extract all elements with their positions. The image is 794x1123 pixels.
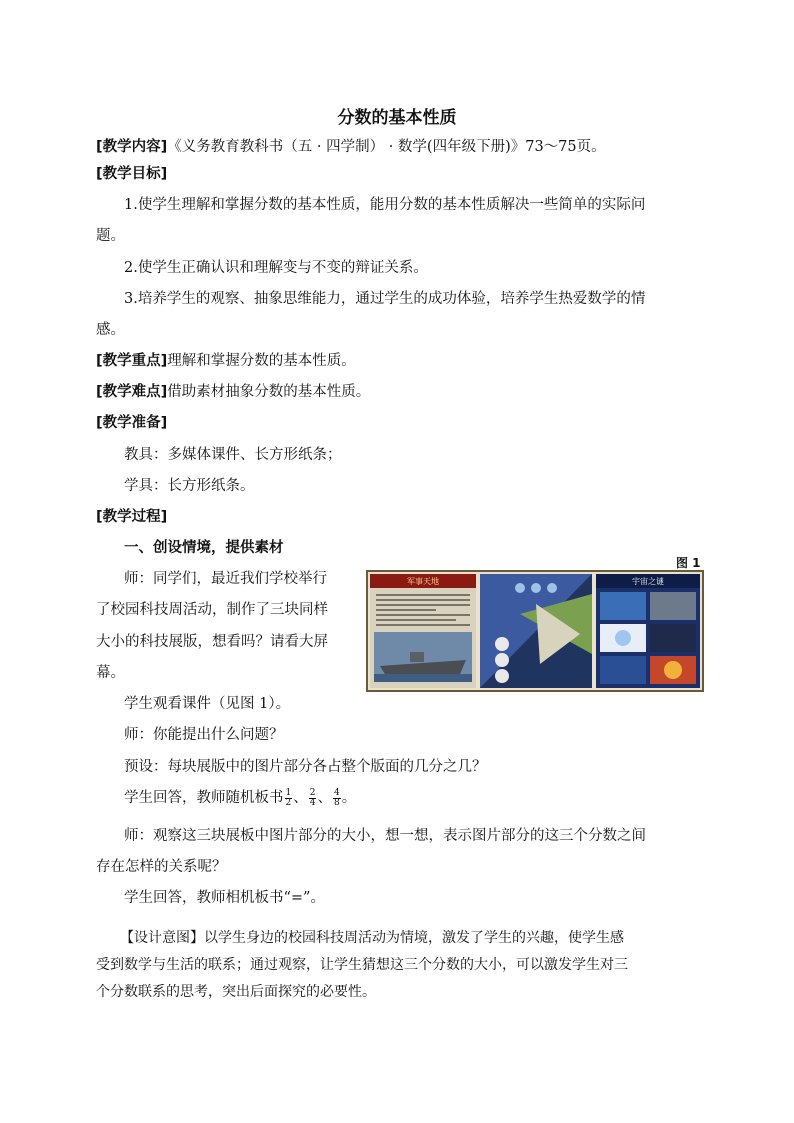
difficulty-line xyxy=(96,382,370,402)
military-panel-art xyxy=(370,574,476,688)
key-point-text: 理解和掌握分数的基本性质。 xyxy=(167,353,356,369)
goal-1-line-a: 1.使学生理解和掌握分数的基本性质，能用分数的基本性质解决一些简单的实际问 xyxy=(124,197,646,213)
fraction-1-numerator: 1 xyxy=(285,787,292,798)
separator-1: 、 xyxy=(293,790,308,806)
key-point-label: [教学重点] xyxy=(96,353,168,369)
fraction-3-denominator: 8 xyxy=(333,797,340,808)
teacher-question: 师：你能提出什么问题？ xyxy=(124,727,284,743)
dialog-line-1: 师：同学们，最近我们学校举行 xyxy=(124,571,327,587)
goal-3-line-b: 感。 xyxy=(96,322,125,338)
fraction-1-2 xyxy=(285,789,293,808)
teacher-tools: 教具：多媒体课件、长方形纸条； xyxy=(124,447,342,463)
fraction-2-numerator: 2 xyxy=(309,787,316,798)
figure-label: 图 1 xyxy=(676,556,701,570)
sentence-end: 。 xyxy=(341,790,357,806)
students-watch: 学生观看课件（见图 1）。 xyxy=(124,696,291,712)
goal-3-line-a: 3.培养学生的观察、抽象思维能力，通过学生的成功体验，培养学生热爱数学的情 xyxy=(124,291,646,307)
teaching-content-label: [教学内容] xyxy=(96,139,168,155)
observe-line-b: 存在怎样的关系呢？ xyxy=(96,859,227,875)
student-tools: 学具：长方形纸条。 xyxy=(124,478,255,494)
teaching-content-text: 《义务教育教科书（五 · 四学制） · 数学(四年级下册)》73～75页。 xyxy=(167,139,606,155)
panel3-title: 宇宙之谜 xyxy=(632,577,664,586)
dialog-line-3: 大小的科技展版，想看吗？请看大屏 xyxy=(96,634,328,650)
goal-2: 2.使学生正确认识和理解变与不变的辩证关系。 xyxy=(124,260,428,276)
observe-line-a: 师：观察这三块展板中图片部分的大小，想一想，表示图片部分的这三个分数之间 xyxy=(124,828,646,844)
panel-universe xyxy=(596,574,700,688)
fraction-3-numerator: 4 xyxy=(333,787,340,798)
key-point-line xyxy=(96,351,356,371)
technology-panel-art xyxy=(480,574,592,688)
process-label: [教学过程] xyxy=(96,509,168,525)
difficulty-text: 借助素材抽象分数的基本性质。 xyxy=(167,384,371,400)
difficulty-label: [教学难点] xyxy=(96,384,168,400)
section-1-heading: 一、创设情境，提供素材 xyxy=(124,540,284,556)
figure-1-image xyxy=(366,570,704,692)
preparation-label: [教学准备] xyxy=(96,415,168,431)
design-line-2: 受到数学与生活的联系；通过观察，让学生猜想这三个分数的大小，可以激发学生对三 xyxy=(96,957,628,973)
answer-prefix: 学生回答，教师随机板书 xyxy=(124,790,284,806)
fraction-2-4 xyxy=(309,789,317,808)
dialog-line-4: 幕。 xyxy=(96,665,125,681)
panel-technology xyxy=(480,574,592,688)
answer-equals: 学生回答，教师相机板书“=”。 xyxy=(124,890,325,906)
separator-2: 、 xyxy=(317,790,332,806)
goal-1-line-b: 题。 xyxy=(96,228,125,244)
fraction-2-denominator: 4 xyxy=(309,797,316,808)
teaching-goals-label: [教学目标] xyxy=(96,166,168,182)
fraction-4-8 xyxy=(333,789,341,808)
dialog-line-2: 了校园科技周活动，制作了三块同样 xyxy=(96,602,328,618)
design-line-3: 个分数联系的思考，突出后面探究的必要性。 xyxy=(96,984,376,1000)
teaching-content-line xyxy=(96,137,606,157)
universe-panel-art xyxy=(596,574,700,688)
panel-military xyxy=(370,574,476,688)
answer-fractions-line xyxy=(124,788,356,808)
preset-question: 预设：每块展版中的图片部分各占整个版面的几分之几？ xyxy=(124,759,487,775)
design-line-1: 【设计意图】以学生身边的校园科技周活动为情境，激发了学生的兴趣，使学生感 xyxy=(120,930,624,946)
page-title: 分数的基本性质 xyxy=(337,108,457,128)
panel1-title: 军事天地 xyxy=(407,577,439,586)
fraction-1-denominator: 2 xyxy=(285,797,292,808)
